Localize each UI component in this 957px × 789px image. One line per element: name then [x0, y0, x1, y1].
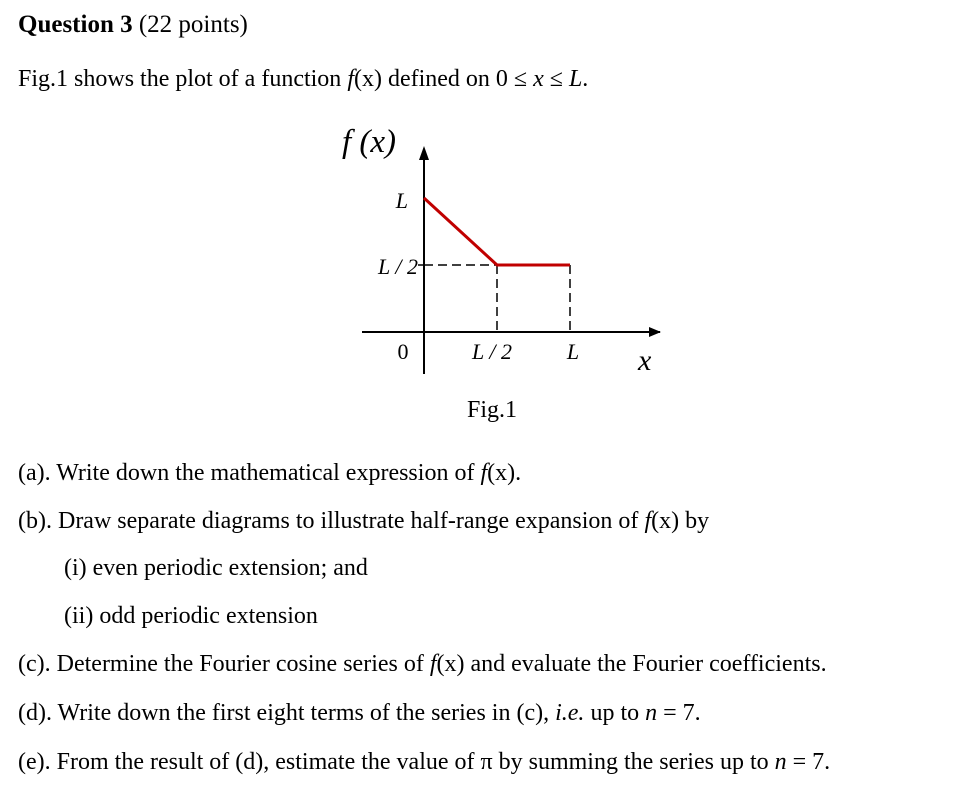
intro-text	[18, 64, 588, 94]
qc-func: f	[429, 651, 437, 677]
intro-middle: defined on 0 ≤	[381, 66, 534, 92]
qb-func: f	[644, 508, 652, 534]
question-b-ii: (ii) odd periodic extension	[64, 603, 318, 629]
qa-after: .	[515, 460, 522, 486]
x-tick-label-l-half: L / 2	[472, 339, 512, 364]
x-axis-label: x	[638, 344, 652, 377]
intro-var-x: x	[533, 66, 544, 92]
intro-before: Fig.1 shows the plot of a function	[18, 66, 348, 92]
qd-middle: up to	[584, 700, 646, 726]
intro-le: ≤	[543, 66, 569, 92]
question-points: (22 points)	[138, 11, 248, 38]
x-tick-label-zero: 0	[397, 339, 409, 364]
question-b-i: (i) even periodic extension; and	[64, 555, 368, 581]
qe-before: (e). From the result of (d), estimate the value of π by summing the series up to	[18, 749, 775, 775]
question-e	[18, 747, 830, 777]
figure-caption: Fig.1	[466, 397, 518, 423]
figure-1-plot	[330, 118, 670, 428]
x-tick-label-l: L	[566, 339, 580, 364]
question-number: Question 3	[18, 11, 133, 38]
y-tick-label-l: L	[395, 188, 408, 213]
qd-ie: i.e.	[555, 700, 585, 726]
y-axis-arrowhead	[419, 146, 429, 160]
dashed-guides	[418, 265, 570, 332]
question-d	[18, 698, 701, 728]
qd-n: n	[645, 700, 658, 726]
question-b	[18, 506, 709, 536]
qa-before: (a). Write down the mathematical expression of	[18, 460, 481, 486]
question-a	[18, 458, 521, 488]
intro-func-arg: (x)	[353, 66, 382, 92]
question-c	[18, 649, 827, 679]
qb-func-arg: (x)	[651, 508, 680, 534]
intro-end: .	[582, 66, 589, 92]
qb-before: (b). Draw separate diagrams to illustrate half-range expansion of	[18, 508, 645, 534]
intro-var-l: L	[568, 66, 583, 92]
function-line	[424, 198, 570, 265]
qb-after: by	[679, 508, 710, 534]
qe-after: = 7.	[786, 749, 831, 775]
qc-func-arg: (x)	[436, 651, 465, 677]
qa-func-arg: (x)	[487, 460, 516, 486]
qd-after: = 7.	[657, 700, 701, 726]
intro-func: f	[347, 66, 354, 92]
y-axis-label: f (x)	[342, 124, 397, 160]
qe-n: n	[774, 749, 787, 775]
qc-after: and evaluate the Fourier coefficients.	[464, 651, 827, 677]
y-tick-label-l-half: L / 2	[378, 254, 418, 279]
qa-func: f	[480, 460, 488, 486]
question-heading	[18, 10, 248, 40]
qd-before: (d). Write down the first eight terms of the series in (c),	[18, 700, 556, 726]
qc-before: (c). Determine the Fourier cosine series of	[18, 651, 430, 677]
